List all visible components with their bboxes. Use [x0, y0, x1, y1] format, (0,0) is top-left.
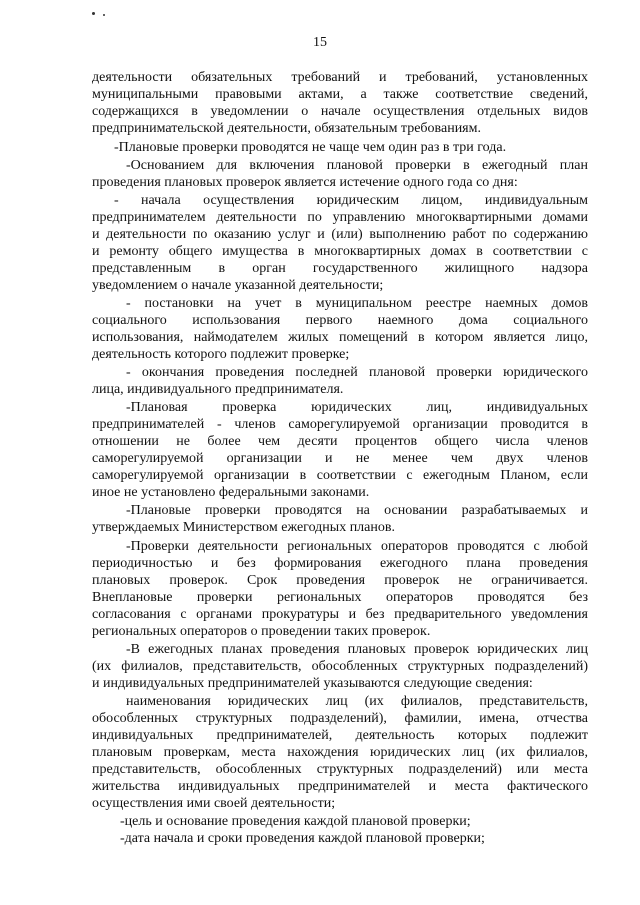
text-line: -В ежегодных планах проведения плановых проверок юридических лиц [126, 642, 588, 657]
text-line: социального использования первого наемного дома социального [92, 313, 588, 328]
text-line: предпринимательской деятельности, обязательным требованиям. [92, 121, 481, 136]
text-line: обособленных структурных подразделений), фамилии, имена, отчества [92, 711, 588, 726]
text-line: представленным в орган государственного жилищного надзора [92, 261, 588, 276]
text-line: использования, наймодателем жилых помещений в котором является лицо, [92, 330, 588, 345]
text-line: -Проверки деятельности региональных операторов проводятся с любой [126, 539, 588, 554]
text-line: периодичностью и без формирования ежегодного плана проведения [92, 556, 588, 571]
text-line: -цель и основание проведения каждой плановой проверки; [120, 814, 471, 829]
text-line: -дата начала и сроки проведения каждой плановой проверки; [120, 831, 485, 846]
page-number: 15 [313, 35, 327, 50]
text-line: наименования юридических лиц (их филиалов, представительств, [126, 694, 588, 709]
text-line: и индивидуальных предпринимателей указываются следующие сведения: [92, 676, 533, 691]
text-line: и ремонту общего имущества в многоквартирных домах в соответствии с [92, 244, 588, 259]
text-line: - начала осуществления юридическим лицом, индивидуальным [114, 193, 588, 208]
text-line: - окончания проведения последней плановой проверки юридического [126, 365, 588, 380]
text-line: плановым проверкам, места нахождения юридических лиц (их филиалов, [92, 745, 588, 760]
text-line: индивидуальных предпринимателей, деятельность которых подлежит [92, 728, 588, 743]
text-line: представительств, обособленных структурных подразделений) или места [92, 762, 588, 777]
text-line: предпринимателем деятельности по управлению многоквартирными домами [92, 210, 588, 225]
text-line: деятельность которого подлежит проверке; [92, 347, 350, 362]
text-line: -Плановые проверки проводятся не чаще чем один раз в три года. [114, 140, 507, 155]
text-line: уведомлением о начале указанной деятельности; [92, 278, 384, 293]
text-line: и деятельности по оказанию услуг и (или) выполнению работ по содержанию [92, 227, 588, 242]
text-line: предпринимателей - членов саморегулируемой организации проводится в [92, 417, 588, 432]
text-line: - постановки на учет в муниципальном реестре наемных домов [126, 296, 588, 311]
text-line: содержащихся в уведомлении о начале осуществления отдельных видов [92, 104, 588, 119]
scan-mark [103, 14, 105, 16]
text-line: Внеплановые проверки региональных операторов проводятся без [92, 590, 588, 605]
text-line: отношении не более чем десяти процентов общего числа членов [92, 434, 588, 449]
text-line: (их филиалов, представительств, обособленных структурных подразделений) [92, 659, 588, 674]
text-line: саморегулируемой организации и не менее чем двух членов [92, 451, 588, 466]
text-line: -Плановая проверка юридических лиц, индивидуальных [126, 400, 588, 415]
text-line: согласования с органами прокуратуры и без предварительного уведомления [92, 607, 588, 622]
text-line: муниципальными правовыми актами, а также соответствие сведений, [92, 87, 588, 102]
scan-mark [92, 12, 95, 15]
text-line: утверждаемых Министерством ежегодных планов. [92, 520, 395, 535]
text-line: -Плановые проверки проводятся на основании разрабатываемых и [126, 503, 588, 518]
text-line: -Основанием для включения плановой проверки в ежегодный план [126, 158, 588, 173]
text-line: осуществления ими своей деятельности; [92, 796, 336, 811]
text-line: проведения плановых проверок является истечение одного года со дня: [92, 175, 518, 190]
text-line: деятельности обязательных требований и требований, установленных [92, 70, 588, 85]
text-line: иное не установлено федеральными законами. [92, 485, 370, 500]
text-line: лица, индивидуального предпринимателя. [92, 382, 344, 397]
text-line: жительства индивидуальных предпринимателей и места фактического [92, 779, 588, 794]
text-line: региональных операторов о проведении таких проверок. [92, 624, 431, 639]
text-line: плановых проверок. Срок проведения проверок не ограничивается. [92, 573, 588, 588]
text-line: саморегулируемой организации в соответствии с ежегодным Планом, если [92, 468, 588, 483]
